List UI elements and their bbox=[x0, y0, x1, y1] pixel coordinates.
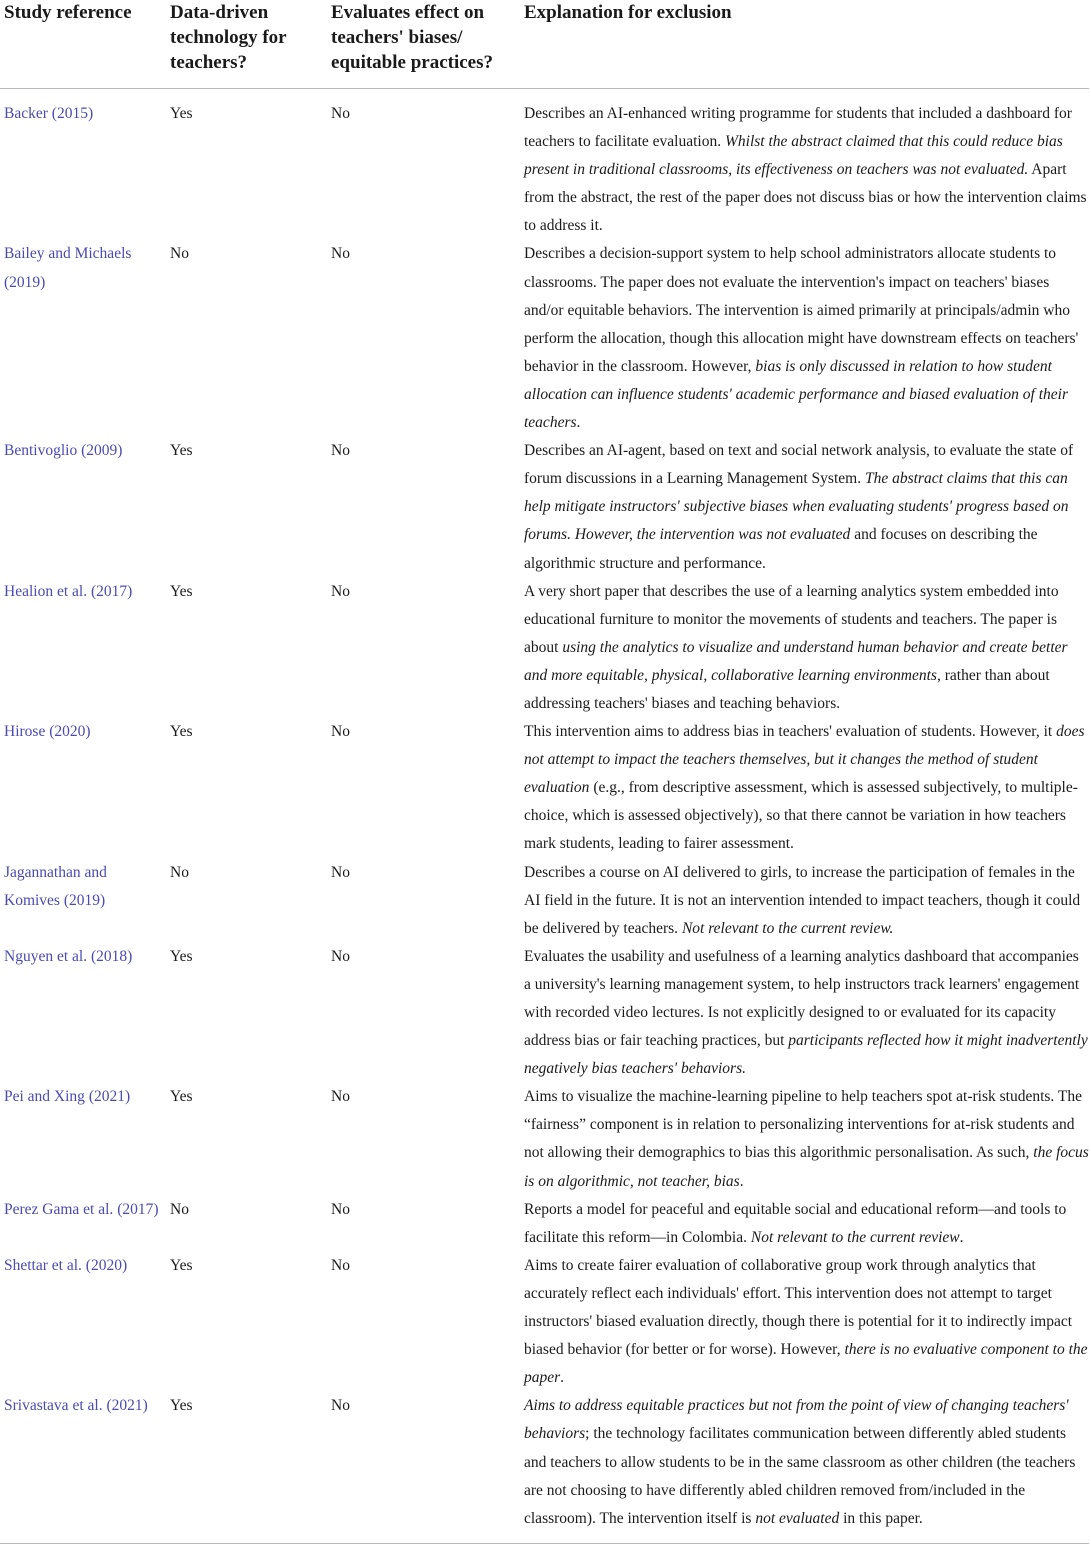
year-link[interactable]: 2021 bbox=[93, 1088, 125, 1106]
study-reference-cell bbox=[0, 1083, 166, 1195]
year-paren-open: ( bbox=[85, 1256, 91, 1274]
data-driven-technology-cell: No bbox=[170, 1200, 189, 1218]
year-paren-open: ( bbox=[63, 891, 70, 909]
explanation-text: Describes a course on AI delivered to girls, to increase the participation of females in the AI field in the future. It is not an intervention intended to impact teachers, though it could be delivered by teachers. bbox=[524, 863, 1081, 937]
year-paren-open: ( bbox=[88, 1088, 94, 1106]
explanation-text: . bbox=[576, 414, 581, 432]
header-explanation: Explanation for exclusion bbox=[520, 0, 1089, 89]
author-link[interactable]: Srivastava et al. bbox=[4, 1397, 103, 1415]
year-paren-close: ) bbox=[117, 442, 123, 460]
table-row bbox=[0, 1083, 1089, 1195]
author-link[interactable]: Healion et al. bbox=[4, 582, 88, 600]
year-paren-close: ) bbox=[124, 1088, 131, 1106]
explanation-cell bbox=[520, 240, 1089, 437]
explanation-text: Describes a decision-support system to help school administrators allocate students to classrooms. The paper does not evaluate the intervention's impact on teachers' biases and/or equitable behaviors. The intervention is aimed primarily at principals/admin who perform the allocation, though this allocation might have downstream effects on teachers' behavior in the classroom. However, bbox=[524, 245, 1079, 375]
year-link[interactable]: 2017 bbox=[96, 582, 128, 600]
study-reference-cell bbox=[0, 1252, 166, 1392]
explanation-text: and focuses on describing the algorithmic structure and performance. bbox=[524, 526, 1038, 572]
year-paren-close: ) bbox=[100, 891, 106, 909]
header-data-driven-technology: Data-driven technology for teachers? bbox=[166, 0, 327, 89]
table-row bbox=[0, 859, 1089, 943]
explanation-italic-text: there is no evaluative component to the paper bbox=[524, 1341, 1088, 1387]
explanation-italic-text: Whilst the abstract claimed that this could reduce bias present in traditional classrooms, its effectiveness on teachers was not evaluated. bbox=[524, 133, 1063, 179]
explanation-cell bbox=[520, 859, 1089, 943]
author-link[interactable]: Nguyen et al. bbox=[4, 947, 88, 965]
author-link[interactable]: Pei and Xing bbox=[4, 1088, 85, 1106]
explanation-italic-text: participants reflected how it might inadvertently negatively bias teachers' behaviors. bbox=[524, 1032, 1088, 1078]
data-driven-technology-cell: No bbox=[170, 863, 189, 881]
explanation-italic-text: the focus is on algorithmic, not teacher, bias bbox=[524, 1144, 1089, 1190]
header-row bbox=[0, 0, 1089, 89]
evaluates-effect-cell: No bbox=[331, 582, 350, 600]
explanation-cell bbox=[520, 89, 1089, 241]
table-row bbox=[0, 1252, 1089, 1392]
explanation-text: Describes an AI-agent, based on text and social network analysis, to evaluate the state of forum discussions in a Learning Management System. bbox=[524, 442, 1074, 488]
evaluates-effect-cell: No bbox=[331, 1088, 350, 1106]
data-driven-technology-cell: Yes bbox=[166, 1392, 327, 1543]
explanation-text: Evaluates the usability and usefulness of a learning analytics dashboard that accompanies a university's learning management system, to help instructors track learners' engagement with recorded video lectures. Is not explicitly designed to or evaluated for its capacity address bias or fair teaching practices, but bbox=[524, 947, 1080, 1050]
author-link[interactable]: Perez Gama et al. bbox=[4, 1200, 114, 1218]
year-paren-open: ( bbox=[90, 947, 97, 965]
year-link[interactable]: 2017 bbox=[122, 1200, 154, 1218]
data-driven-technology-cell: No bbox=[170, 245, 189, 263]
year-link[interactable]: 2015 bbox=[56, 105, 88, 122]
table-row bbox=[0, 1392, 1089, 1543]
explanation-text: . bbox=[739, 1172, 744, 1190]
year-paren-open: ( bbox=[81, 442, 87, 460]
table-row bbox=[0, 578, 1089, 718]
table-row bbox=[0, 89, 1089, 241]
explanation-text: Aims to visualize the machine-learning pipeline to help teachers spot at-risk students. The “fairness” component is in relation to personalizing interventions for at-risk students and not allowing their demographics to bias this algorithmic personalisation. As such, bbox=[524, 1088, 1082, 1162]
study-reference-cell bbox=[0, 1392, 166, 1543]
table-row bbox=[0, 437, 1089, 577]
evaluates-effect-cell: No bbox=[331, 442, 350, 460]
explanation-italic-text: does not attempt to impact the teachers themselves, but it changes the method of student evaluation bbox=[524, 723, 1085, 797]
year-link[interactable]: 2020 bbox=[54, 723, 86, 741]
explanation-text: (e.g., from descriptive assessment, which is assessed subjectively, to multiple-choice, which is assessed objectively), so that there cannot be variation in how teachers mark students, leading to fairer assessment. bbox=[524, 779, 1078, 853]
explanation-text: . bbox=[959, 1228, 964, 1246]
explanation-cell bbox=[520, 943, 1089, 1083]
evaluates-effect-cell: No bbox=[331, 1200, 350, 1218]
year-link[interactable]: 2018 bbox=[96, 947, 128, 965]
author-link[interactable]: Jagannathan and Komives bbox=[4, 863, 107, 909]
explanation-italic-text: using the analytics to visualize and understand human behavior and create better and more equitable, physical, collaborative learning environments bbox=[524, 638, 1068, 684]
year-paren-close: ) bbox=[142, 1397, 148, 1415]
year-paren-open: ( bbox=[90, 582, 97, 600]
table-row bbox=[0, 943, 1089, 1083]
explanation-text: in this paper. bbox=[839, 1509, 923, 1527]
study-reference-cell bbox=[0, 943, 166, 1083]
study-reference-cell bbox=[0, 578, 166, 718]
header-study-reference: Study reference bbox=[0, 0, 166, 89]
author-link[interactable]: Backer bbox=[4, 105, 48, 122]
explanation-cell bbox=[520, 578, 1089, 718]
explanation-cell bbox=[520, 718, 1089, 858]
year-paren-open: ( bbox=[51, 105, 57, 122]
explanation-text: A very short paper that describes the use of a learning analytics system embedded into educational furniture to monitor the movements of students and teachers. The paper is about bbox=[524, 582, 1059, 656]
explanation-text: Apart from the abstract, the rest of the paper does not discuss bias or how the intervention claims to address it. bbox=[524, 161, 1087, 235]
table-row bbox=[0, 718, 1089, 858]
evaluates-effect-cell: No bbox=[331, 947, 350, 965]
study-reference-cell bbox=[0, 240, 166, 437]
data-driven-technology-cell: Yes bbox=[170, 1088, 193, 1106]
study-reference-cell bbox=[0, 89, 166, 241]
explanation-text: This intervention aims to address bias in teachers' evaluation of students. However, it bbox=[524, 723, 1057, 741]
year-link[interactable]: 2009 bbox=[86, 442, 118, 460]
data-driven-technology-cell: Yes bbox=[170, 723, 193, 741]
table-header bbox=[0, 0, 1089, 89]
year-paren-close: ) bbox=[40, 273, 46, 291]
explanation-cell bbox=[520, 1252, 1089, 1392]
explanation-text: . bbox=[560, 1369, 565, 1387]
explanation-cell bbox=[520, 1392, 1089, 1543]
explanation-italic-text: Not relevant to the current review bbox=[750, 1228, 960, 1246]
header-evaluates-effect: Evaluates effect on teachers' biases/ equitable practices? bbox=[327, 0, 520, 89]
author-link[interactable]: Hirose bbox=[4, 723, 46, 741]
year-paren-close: ) bbox=[127, 947, 133, 965]
study-reference-cell bbox=[0, 718, 166, 858]
author-link[interactable]: Bentivoglio bbox=[4, 442, 78, 460]
study-reference-cell bbox=[0, 437, 166, 577]
study-reference-cell bbox=[0, 859, 166, 943]
explanation-text: Aims to create fairer evaluation of collaborative group work through analytics that accurately reflect each individuals' effort. This intervention does not attempt to target instructors' biased evaluation directly, though there is potential for it to indirectly impact biased behavior (for better or for worse). However, bbox=[524, 1256, 1073, 1359]
data-driven-technology-cell: Yes bbox=[170, 105, 193, 122]
year-paren-open: ( bbox=[49, 723, 55, 741]
explanation-cell bbox=[520, 1083, 1089, 1195]
year-link[interactable]: 2020 bbox=[90, 1256, 122, 1274]
explanation-cell bbox=[520, 1196, 1089, 1252]
evaluates-effect-cell: No bbox=[327, 1392, 520, 1543]
explanation-italic-text: Not relevant to the current review. bbox=[681, 919, 894, 937]
year-paren-close: ) bbox=[87, 105, 94, 122]
year-paren-close: ) bbox=[153, 1200, 159, 1218]
explanation-italic-text: bias is only discussed in relation to how student allocation can influence students' academic performance and biased evaluation of their teachers bbox=[524, 357, 1068, 432]
year-paren-close: ) bbox=[121, 1256, 128, 1274]
year-link[interactable]: 2019 bbox=[9, 273, 41, 291]
data-driven-technology-cell: Yes bbox=[170, 947, 193, 965]
study-reference-cell bbox=[0, 1196, 166, 1252]
year-paren-close: ) bbox=[127, 582, 133, 600]
explanation-text: Reports a model for peaceful and equitable social and educational reform—and tools to facilitate this reform—in Colombia. bbox=[524, 1200, 1067, 1246]
explanation-text: ; the technology facilitates communication between differently abled students and teachers to allow students to be in the same classroom as other children (the teachers are not choosing to have differently abled children removed from/included in the classroom). The intervention itself is bbox=[524, 1425, 1076, 1527]
year-paren-close: ) bbox=[85, 723, 91, 741]
author-link[interactable]: Bailey and Michaels bbox=[4, 245, 132, 263]
explanation-cell bbox=[520, 437, 1089, 577]
year-paren-open: ( bbox=[106, 1397, 112, 1415]
explanation-text: Describes an AI-enhanced writing programme for students that included a dashboard for teachers to facilitate evaluation. bbox=[524, 105, 1072, 151]
year-link[interactable]: 2019 bbox=[69, 891, 101, 909]
evaluates-effect-cell: No bbox=[331, 105, 350, 122]
explanation-italic-text: The abstract claims that this can help mitigate instructors' subjective biases when evaluating students' progress based on forums. However, the intervention was not evaluated bbox=[524, 470, 1069, 544]
data-driven-technology-cell: Yes bbox=[170, 1256, 193, 1274]
evaluates-effect-cell: No bbox=[331, 1256, 350, 1274]
table-row bbox=[0, 240, 1089, 437]
table-body bbox=[0, 89, 1089, 1544]
year-paren-open: ( bbox=[117, 1200, 123, 1218]
evaluates-effect-cell: No bbox=[331, 723, 350, 741]
data-driven-technology-cell: Yes bbox=[170, 582, 193, 600]
author-link[interactable]: Shettar et al. bbox=[4, 1256, 82, 1274]
year-link[interactable]: 2021 bbox=[111, 1397, 143, 1415]
evaluates-effect-cell: No bbox=[331, 245, 350, 263]
year-paren-open: ( bbox=[4, 273, 10, 291]
evaluates-effect-cell: No bbox=[331, 863, 350, 881]
data-driven-technology-cell: Yes bbox=[170, 442, 193, 460]
explanation-text: , rather than about addressing teachers' biases and teaching behaviors. bbox=[524, 666, 1050, 712]
explanation-italic-text: Aims to address equitable practices but not from the point of view of changing teachers' behaviors bbox=[524, 1397, 1069, 1443]
explanation-italic-text: not evaluated bbox=[755, 1509, 840, 1527]
table-row bbox=[0, 1196, 1089, 1252]
